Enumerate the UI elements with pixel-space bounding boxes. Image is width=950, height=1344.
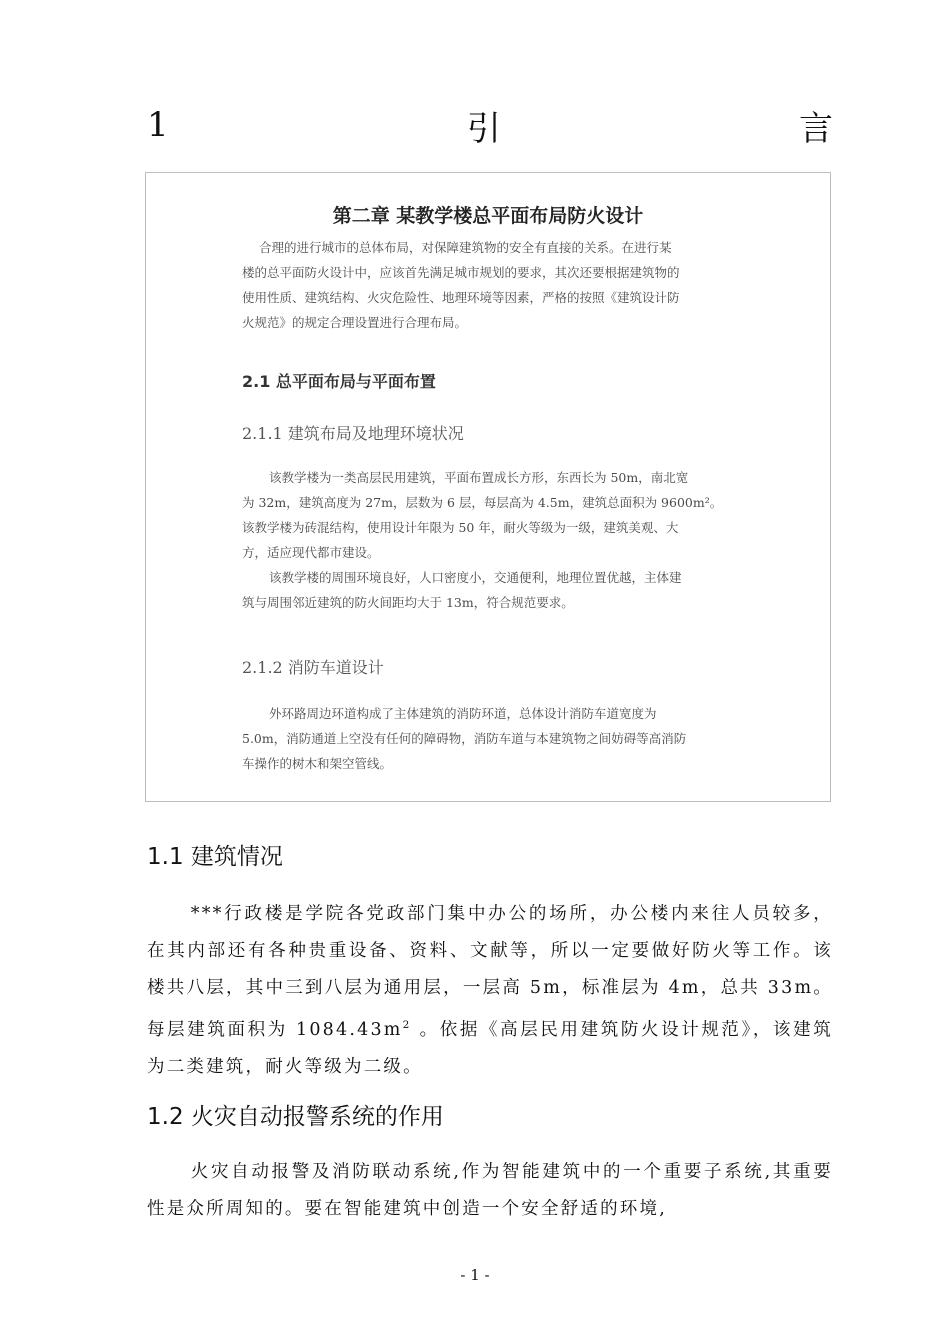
section-1-1-text-part1: ***行政楼是学院各党政部门集中办公的场所，办公楼内来往人员较多，在其内部还有各种贵重设备、资料、文献等，所以一定要做好防火等工作。该楼共八层，其中三到八层为通用层，一层高 5m，标准层为 4m，总共 33m。每层建筑面积为 1084.43m <box>147 904 833 1040</box>
embedded-para-line: 筑与周围邻近建筑的防火间距均大于 13m，符合规范要求。 <box>242 595 574 610</box>
embedded-section-2-1-1: 2.1.1 建筑布局及地理环境状况 <box>242 424 464 443</box>
embedded-para-2-1-1 <box>242 465 722 615</box>
embedded-para-line: 方，适应现代都市建设。 <box>242 545 380 560</box>
embedded-section-2-1: 2.1 总平面布局与平面布置 <box>242 372 436 391</box>
section-1-1-paragraph <box>147 896 833 1086</box>
embedded-para-2-1-2 <box>242 701 686 776</box>
chapter-title <box>147 100 833 150</box>
embedded-para-line: 车操作的树木和架空管线。 <box>242 756 393 771</box>
section-1-1-heading: 1.1 建筑情况 <box>147 844 283 870</box>
embedded-para-line: 该教学楼为砖混结构，使用设计年限为 50 年，耐火等级为一级，建筑美观、大 <box>242 520 679 535</box>
section-1-1-body <box>147 896 833 1086</box>
page-number: - 1 - <box>460 1266 490 1284</box>
embedded-para-line: 5.0m，消防通道上空没有任何的障碍物，消防车道与本建筑物之间妨碍等高消防 <box>242 731 687 746</box>
embedded-intro-line: 合理的进行城市的总体布局，对保障建筑物的安全有直接的关系。在进行某 <box>259 240 672 255</box>
embedded-section-2-1-2: 2.1.2 消防车道设计 <box>242 658 384 677</box>
section-1-1-text-part2: 。依据《高层民用建筑防火设计规范》，该建筑为二类建筑，耐火等级为二级。 <box>147 1019 833 1077</box>
embedded-chapter-title: 第二章 某教学楼总平面布局防火设计 <box>332 205 644 227</box>
embedded-para-line: 该教学楼的周围环境良好，人口密度小，交通便利，地理位置优越，主体建 <box>269 570 682 585</box>
chapter-title-char-1: 引 <box>466 108 501 149</box>
embedded-intro <box>242 235 680 335</box>
embedded-para-line: 为 32m，建筑高度为 27m，层数为 6 层，每层高为 4.5m，建筑总面积为 9600m²。 <box>242 495 723 510</box>
chapter-number: 1 <box>147 105 169 145</box>
section-1-2-paragraph: 火灾自动报警及消防联动系统,作为智能建筑中的一个重要子系统,其重要性是众所周知的。要在智能建筑中创造一个安全舒适的环境, <box>147 1162 833 1219</box>
embedded-page-image <box>145 172 831 802</box>
embedded-para-line: 外环路周边环道构成了主体建筑的消防环道，总体设计消防车道宽度为 <box>269 706 657 721</box>
chapter-title-char-2: 言 <box>798 108 833 149</box>
section-1-2-heading: 1.2 火灾自动报警系统的作用 <box>147 1104 444 1130</box>
embedded-intro-line: 使用性质、建筑结构、火灾危险性、地理环境等因素，严格的按照《建筑设计防 <box>242 290 680 305</box>
embedded-para-line: 该教学楼为一类高层民用建筑，平面布置成长方形，东西长为 50m，南北宽 <box>269 470 689 485</box>
section-1-2-body <box>147 1154 833 1228</box>
embedded-intro-line: 楼的总平面防火设计中，应该首先满足城市规划的要求，其次还要根据建筑物的 <box>242 265 680 280</box>
area-unit-superscript: 2 <box>402 1019 412 1031</box>
embedded-intro-line: 火规范》的规定合理设置进行合理布局。 <box>242 315 468 330</box>
